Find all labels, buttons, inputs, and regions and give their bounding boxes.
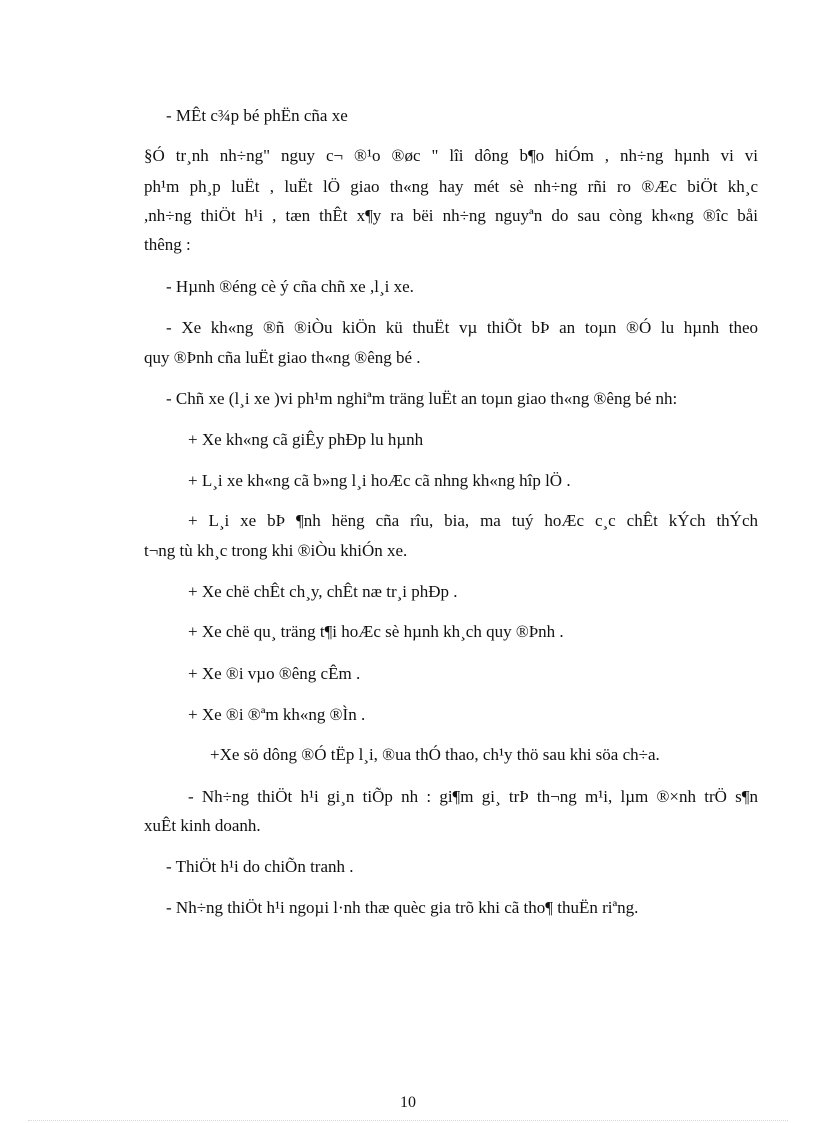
- line-9: - Chñ xe (l¸i xe )vi ph¹m nghiªm träng luËt an toµn giao th«ng ®êng bé nh:: [166, 389, 678, 408]
- line-2: §Ó tr¸nh nh÷ng" nguy c¬ ®¹o ®øc " lîi dông b¶o hiÓm , nh÷ng hµnh vi vi: [144, 146, 758, 165]
- line-3: ph¹m ph¸p luËt , luËt lÖ giao th«ng hay mét sè nh÷ng rñi ro ®Æc biÖt kh¸c: [144, 177, 758, 196]
- line-1: - MÊt c¾p bé phËn cña xe: [166, 106, 348, 125]
- line-12: + L¸i xe bÞ ¶nh hëng cña rîu, bia, ma tuý hoÆc c¸c chÊt kÝch thÝch: [188, 511, 758, 530]
- line-8: quy ®Þnh cña luËt giao th«ng ®êng bé .: [144, 348, 421, 367]
- line-4: ,nh÷ng thiÖt h¹i , tæn thÊt x¶y ra bëi nh÷ng nguyªn do sau còng kh«ng ®îc båi: [144, 206, 758, 225]
- page-number: 10: [400, 1094, 416, 1111]
- line-7: - Xe kh«ng ®ñ ®iÒu kiÖn kü thuËt vµ thiÕt bÞ an toµn ®Ó lu hµnh theo: [166, 318, 758, 337]
- line-17: + Xe ®i ®ªm kh«ng ®Ìn .: [188, 705, 366, 724]
- line-15: + Xe chë qu¸ träng t¶i hoÆc sè hµnh kh¸ch quy ®Þnh .: [188, 622, 564, 641]
- line-10: + Xe kh«ng cã giÊy phÐp lu hµnh: [188, 430, 424, 449]
- line-6: - Hµnh ®éng cè ý cña chñ xe ,l¸i xe.: [166, 277, 414, 296]
- line-21: - ThiÖt h¹i do chiÕn tranh .: [166, 857, 354, 876]
- line-16: + Xe ®i vµo ®êng cÊm .: [188, 664, 361, 683]
- line-13: t¬ng tù kh¸c trong khi ®iÒu khiÓn xe.: [144, 541, 408, 560]
- line-19: - Nh÷ng thiÖt h¹i gi¸n tiÕp nh : gi¶m gi¸ trÞ th¬ng m¹i, lµm ®×nh trÖ s¶n: [188, 787, 758, 806]
- line-14: + Xe chë chÊt ch¸y, chÊt næ tr¸i phÐp .: [188, 582, 458, 601]
- line-22: - Nh÷ng thiÖt h¹i ngoµi l·nh thæ quèc gia trõ khi cã tho¶ thuËn riªng.: [166, 898, 639, 917]
- line-11: + L¸i xe kh«ng cã b»ng l¸i hoÆc cã nhng kh«ng hîp lÖ .: [188, 471, 571, 490]
- footer-divider: [28, 1120, 788, 1121]
- line-20: xuÊt kinh doanh.: [144, 816, 261, 835]
- line-18: +Xe sö dông ®Ó tËp l¸i, ®ua thÓ thao, ch¹y thö sau khi söa ch÷a.: [210, 745, 660, 764]
- line-5: thêng :: [144, 235, 191, 254]
